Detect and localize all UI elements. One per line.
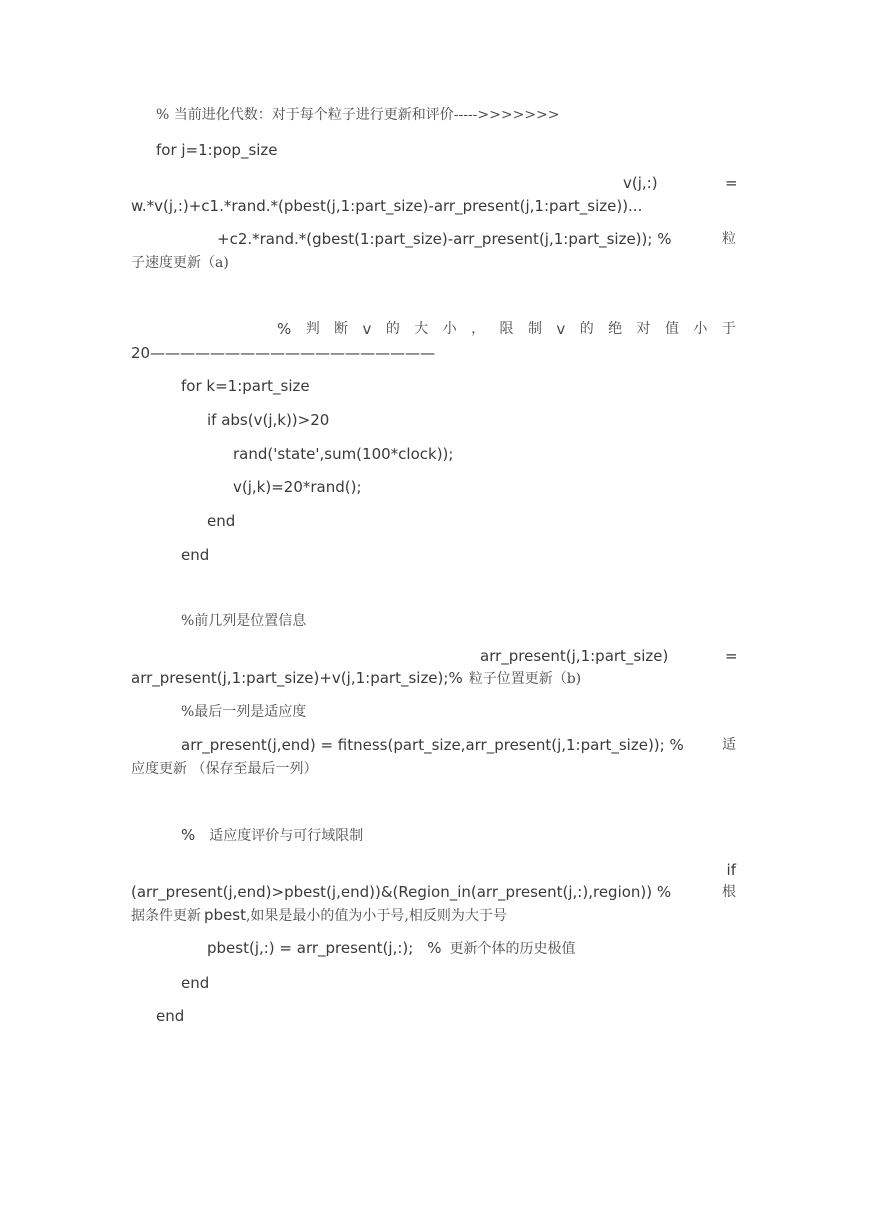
code-velocity-rhs-2: +c2.*rand.*(gbest(1:part_size)-arr_present(j,1:part_size)); % bbox=[217, 230, 672, 248]
comment-velocity-limit-end: 20——————————————————— bbox=[131, 344, 436, 362]
code-if-abs: if abs(v(j,k))>20 bbox=[207, 411, 330, 429]
code-fitness-assign: arr_present(j,end) = fitness(part_size,arr_present(j,1:part_size)); % bbox=[181, 736, 684, 754]
code-pbest-update: pbest(j,:) = arr_present(j,:); % 更新个体的历史极值 bbox=[207, 939, 576, 957]
comment-fitness-column: %最后一列是适应度 bbox=[181, 704, 307, 720]
comment-velocity-update-start: 粒 bbox=[722, 231, 736, 247]
comment-fitness-eval: % 适应度评价与可行域限制 bbox=[181, 826, 364, 844]
comment-evolution-generation: % 当前进化代数：对于每个粒子进行更新和评价----->>>>>>> bbox=[156, 107, 560, 123]
code-if-condition: (arr_present(j,end)>pbest(j,end))&(Region_in(arr_present(j,:),region)) % bbox=[131, 883, 672, 901]
comment-velocity-update-end: 子速度更新（a) bbox=[131, 255, 229, 271]
code-rand-state: rand('state',sum(100*clock)); bbox=[233, 445, 454, 463]
code-position-equals: = bbox=[725, 647, 738, 665]
code-end-if-2: end bbox=[181, 974, 210, 992]
comment-position-update: 粒子位置更新（b) bbox=[468, 671, 582, 687]
comment-fitness-update-end: 应度更新 （保存至最后一列） bbox=[131, 761, 318, 777]
code-if-keyword: if bbox=[726, 861, 736, 879]
code-position-expression: arr_present(j,1:part_size)+v(j,1:part_size);% bbox=[131, 669, 463, 687]
code-velocity-equals: = bbox=[725, 174, 738, 192]
code-position-lhs: arr_present(j,1:part_size) bbox=[480, 647, 669, 665]
code-end-for-2: end bbox=[156, 1007, 185, 1025]
code-end-for: end bbox=[181, 546, 210, 564]
comment-position-info: %前几列是位置信息 bbox=[181, 613, 307, 629]
code-position-rhs bbox=[131, 668, 581, 689]
code-for-loop-part: for k=1:part_size bbox=[181, 377, 310, 395]
code-end-if: end bbox=[207, 512, 236, 530]
comment-fitness-update-start: 适 bbox=[722, 737, 736, 753]
code-velocity-rhs-1: w.*v(j,:)+c1.*rand.*(pbest(j,1:part_size)-arr_present(j,1:part_size))... bbox=[131, 197, 643, 215]
code-velocity-lhs: v(j,:) bbox=[623, 174, 658, 192]
code-for-loop-pop: for j=1:pop_size bbox=[156, 141, 278, 159]
comment-velocity-limit: % 判 断 v 的 大 小 ， 限 制 v 的 绝 对 值 小 于 bbox=[277, 320, 736, 338]
code-velocity-reset: v(j,k)=20*rand(); bbox=[233, 478, 362, 496]
comment-condition-end: 据条件更新 pbest,如果是最小的值为小于号,相反则为大于号 bbox=[131, 906, 507, 924]
comment-condition-start: 根 bbox=[722, 884, 736, 900]
